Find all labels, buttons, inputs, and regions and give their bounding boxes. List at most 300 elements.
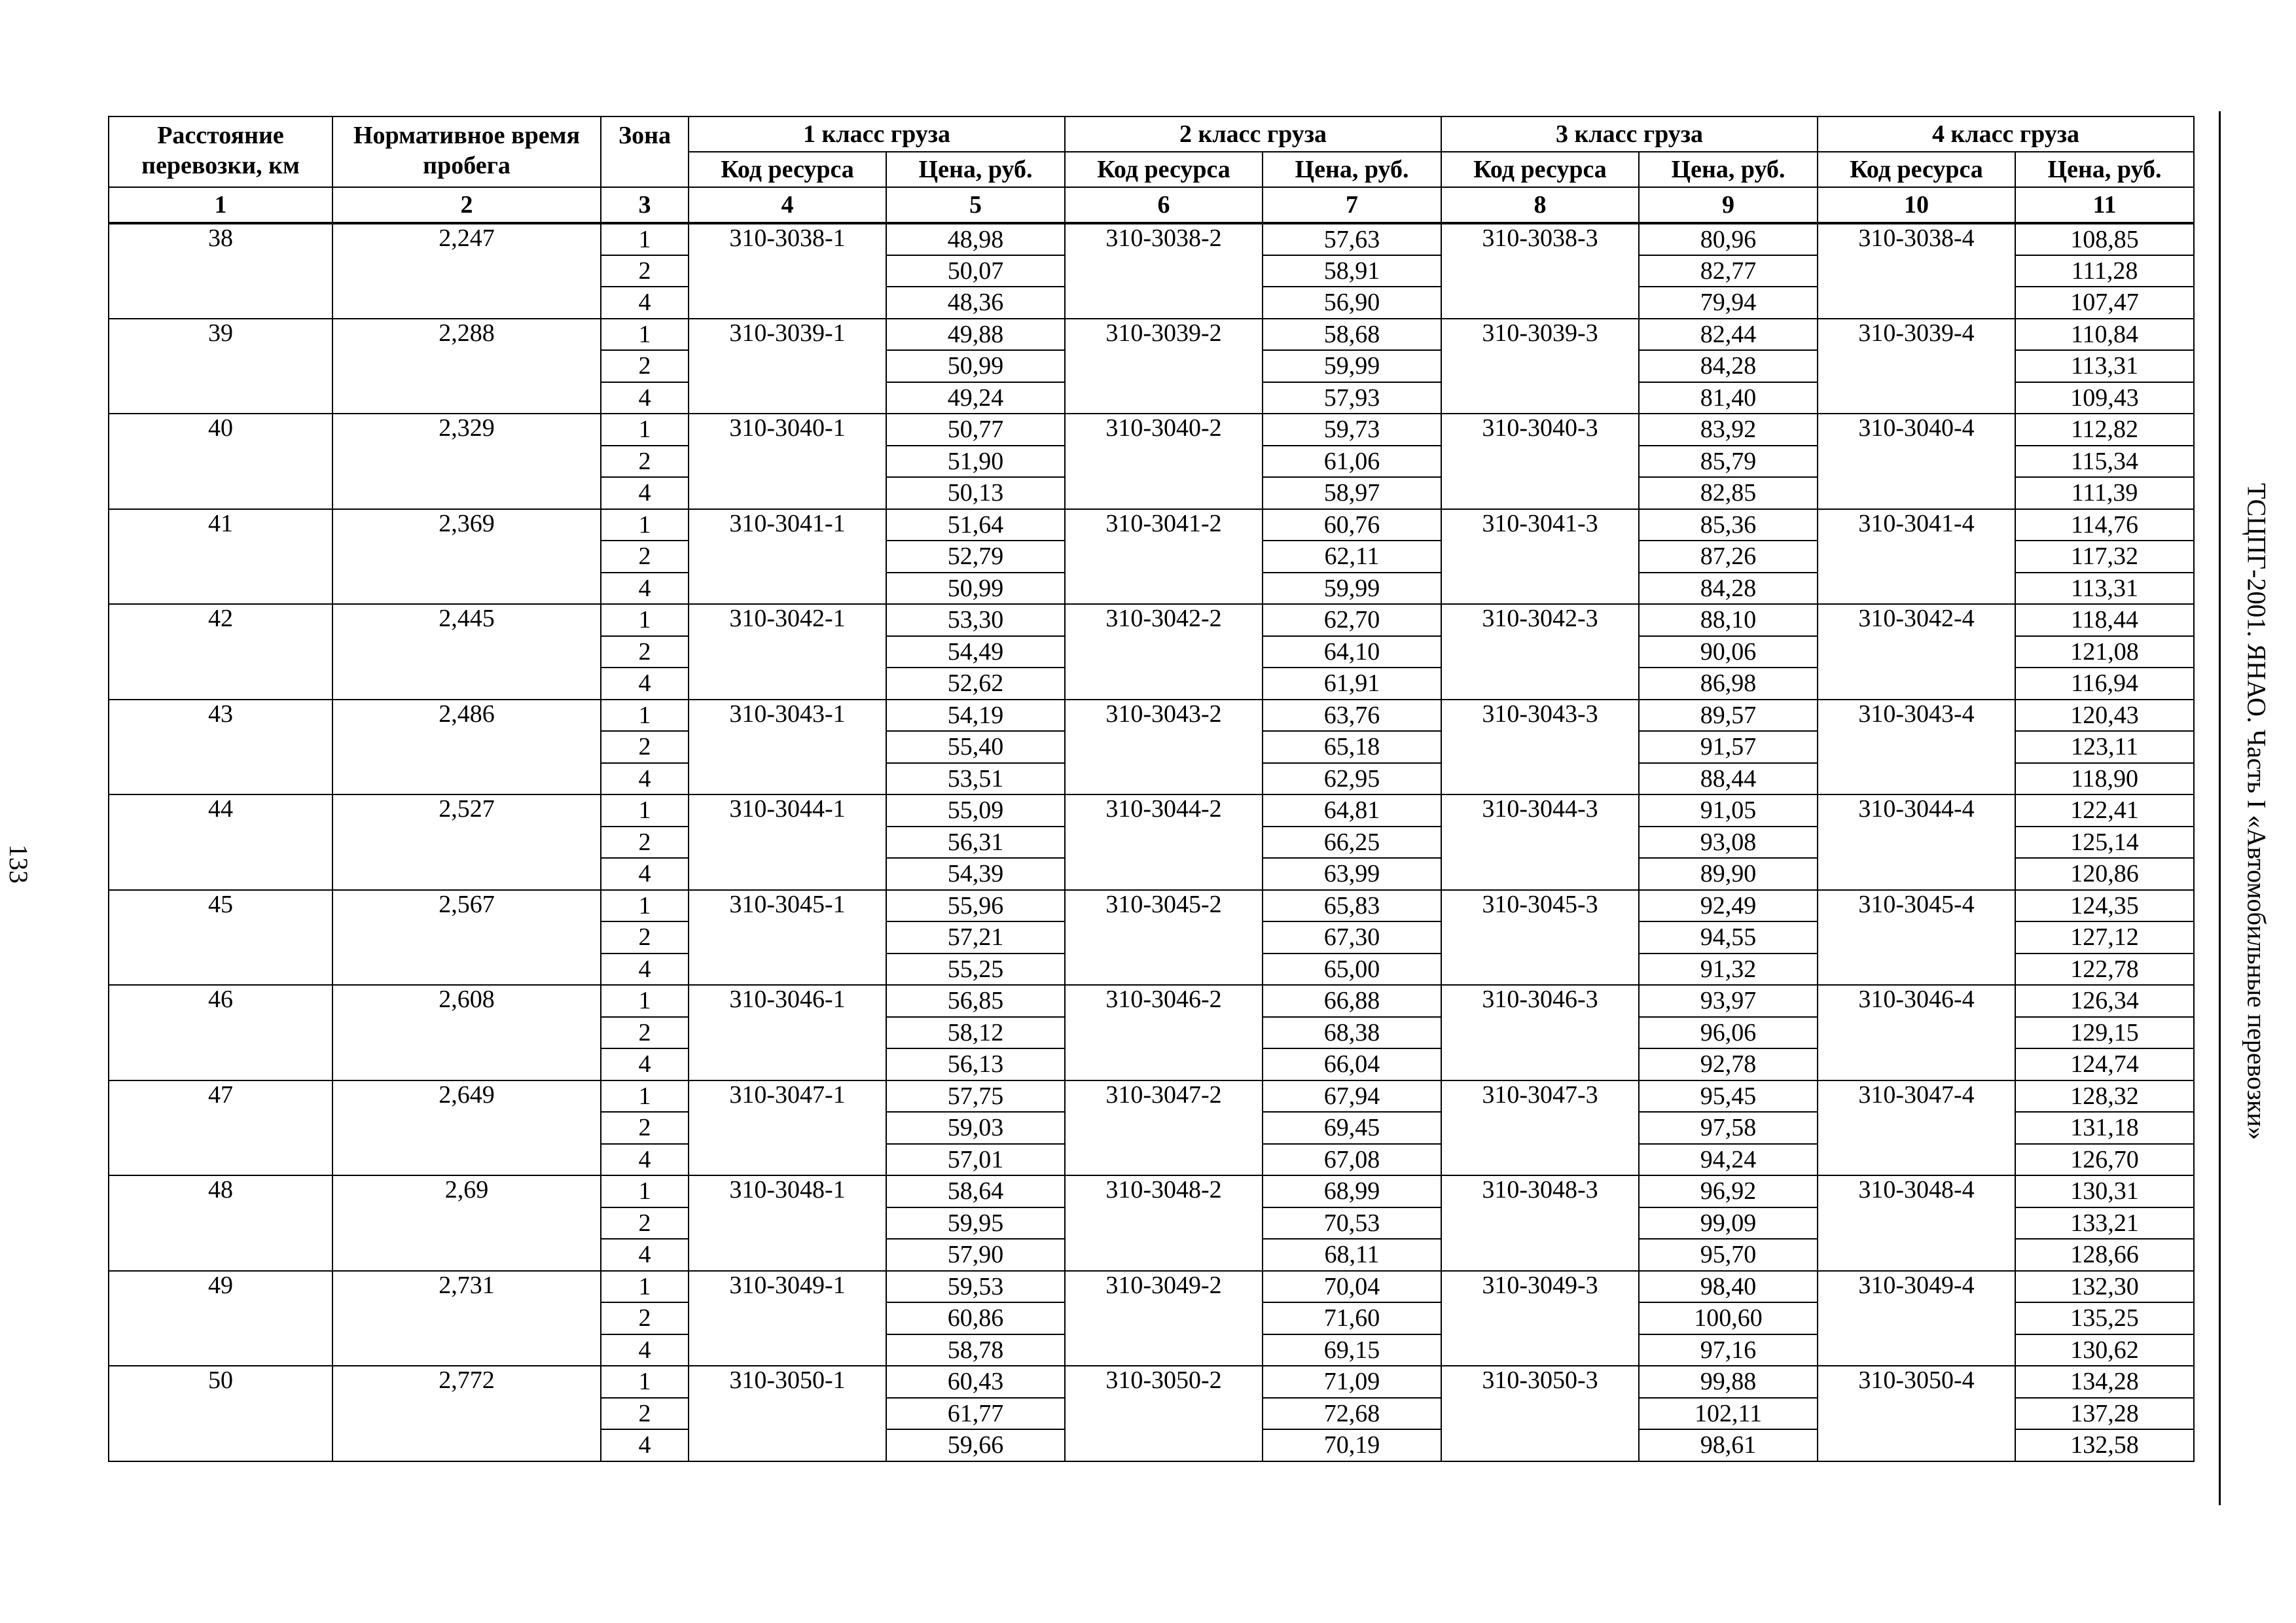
price-cell: 61,77 [886, 1398, 1065, 1430]
price-cell: 122,78 [2015, 954, 2194, 986]
norm-time-cell: 2,772 [332, 1366, 601, 1461]
header-code: Код ресурса [1441, 152, 1639, 187]
col-number: 1 [109, 187, 332, 223]
zone-cell: 2 [601, 446, 689, 478]
price-cell: 55,40 [886, 731, 1065, 763]
norm-time-cell: 2,527 [332, 794, 601, 890]
price-cell: 48,98 [886, 223, 1065, 255]
zone-cell: 4 [601, 477, 689, 509]
resource-code-cell: 310-3050-3 [1441, 1366, 1639, 1461]
price-cell: 120,43 [2015, 700, 2194, 732]
table-row [109, 794, 2194, 827]
resource-code-cell: 310-3050-2 [1065, 1366, 1263, 1461]
col-number: 5 [886, 187, 1065, 223]
table-body [109, 223, 2194, 1461]
zone-cell: 1 [601, 1366, 689, 1398]
zone-cell: 1 [601, 985, 689, 1017]
price-cell: 100,60 [1639, 1302, 1818, 1334]
price-cell: 57,63 [1263, 223, 1441, 255]
distance-cell: 39 [109, 319, 332, 414]
price-cell: 57,01 [886, 1144, 1065, 1176]
table-header [109, 116, 2194, 223]
price-cell: 60,76 [1263, 509, 1441, 541]
header-class-1: 1 класс груза [689, 116, 1065, 152]
price-cell: 58,64 [886, 1175, 1065, 1207]
table-row [109, 890, 2194, 922]
table-row [109, 509, 2194, 541]
zone-cell: 1 [601, 890, 689, 922]
table-row [109, 700, 2194, 732]
col-number: 7 [1263, 187, 1441, 223]
zone-cell: 2 [601, 1112, 689, 1144]
distance-cell: 40 [109, 414, 332, 509]
price-cell: 126,34 [2015, 985, 2194, 1017]
price-cell: 67,30 [1263, 921, 1441, 954]
price-cell: 108,85 [2015, 223, 2194, 255]
zone-cell: 2 [601, 350, 689, 382]
zone-cell: 2 [601, 1302, 689, 1334]
price-cell: 133,21 [2015, 1207, 2194, 1240]
price-cell: 134,28 [2015, 1366, 2194, 1398]
zone-cell: 4 [601, 763, 689, 795]
price-cell: 60,86 [886, 1302, 1065, 1334]
col-number: 11 [2015, 187, 2194, 223]
price-cell: 98,40 [1639, 1271, 1818, 1303]
price-cell: 81,40 [1639, 382, 1818, 414]
price-cell: 84,28 [1639, 573, 1818, 605]
price-cell: 132,58 [2015, 1429, 2194, 1461]
header-zone: Зона [601, 116, 689, 187]
price-cell: 88,44 [1639, 763, 1818, 795]
price-cell: 97,58 [1639, 1112, 1818, 1144]
zone-cell: 1 [601, 794, 689, 827]
price-cell: 82,44 [1639, 319, 1818, 351]
price-cell: 95,70 [1639, 1239, 1818, 1271]
zone-cell: 1 [601, 223, 689, 255]
resource-code-cell: 310-3043-4 [1818, 700, 2015, 795]
distance-cell: 50 [109, 1366, 332, 1461]
resource-code-cell: 310-3046-2 [1065, 985, 1263, 1080]
price-cell: 49,88 [886, 319, 1065, 351]
zone-cell: 2 [601, 921, 689, 954]
col-number: 3 [601, 187, 689, 223]
resource-code-cell: 310-3041-4 [1818, 509, 2015, 605]
price-cell: 62,95 [1263, 763, 1441, 795]
price-cell: 57,90 [886, 1239, 1065, 1271]
distance-cell: 49 [109, 1271, 332, 1366]
price-cell: 79,94 [1639, 287, 1818, 319]
resource-code-cell: 310-3047-3 [1441, 1080, 1639, 1176]
zone-cell: 1 [601, 700, 689, 732]
resource-code-cell: 310-3043-1 [689, 700, 886, 795]
zone-cell: 1 [601, 604, 689, 636]
distance-cell: 41 [109, 509, 332, 605]
resource-code-cell: 310-3038-1 [689, 223, 886, 319]
col-number: 4 [689, 187, 886, 223]
price-cell: 68,38 [1263, 1017, 1441, 1049]
price-cell: 56,31 [886, 827, 1065, 859]
table-row [109, 604, 2194, 636]
norm-time-cell: 2,247 [332, 223, 601, 319]
resource-code-cell: 310-3049-4 [1818, 1271, 2015, 1366]
price-cell: 132,30 [2015, 1271, 2194, 1303]
resource-code-cell: 310-3044-4 [1818, 794, 2015, 890]
price-cell: 58,97 [1263, 477, 1441, 509]
resource-code-cell: 310-3050-1 [689, 1366, 886, 1461]
resource-code-cell: 310-3048-2 [1065, 1175, 1263, 1271]
price-cell: 118,44 [2015, 604, 2194, 636]
price-cell: 90,06 [1639, 636, 1818, 668]
resource-code-cell: 310-3046-1 [689, 985, 886, 1080]
header-price: Цена, руб. [1639, 152, 1818, 187]
resource-code-cell: 310-3039-2 [1065, 319, 1263, 414]
price-cell: 69,45 [1263, 1112, 1441, 1144]
price-cell: 54,49 [886, 636, 1065, 668]
price-cell: 58,91 [1263, 255, 1441, 287]
price-cell: 70,19 [1263, 1429, 1441, 1461]
price-cell: 83,92 [1639, 414, 1818, 446]
price-cell: 118,90 [2015, 763, 2194, 795]
norm-time-cell: 2,445 [332, 604, 601, 700]
header-norm-time: Нормативное время пробега [332, 116, 601, 187]
zone-cell: 1 [601, 509, 689, 541]
zone-cell: 4 [601, 858, 689, 890]
price-cell: 91,57 [1639, 731, 1818, 763]
zone-cell: 2 [601, 255, 689, 287]
header-price: Цена, руб. [1263, 152, 1441, 187]
header-code: Код ресурса [689, 152, 886, 187]
norm-time-cell: 2,486 [332, 700, 601, 795]
resource-code-cell: 310-3040-4 [1818, 414, 2015, 509]
price-cell: 125,14 [2015, 827, 2194, 859]
header-price: Цена, руб. [2015, 152, 2194, 187]
price-cell: 99,09 [1639, 1207, 1818, 1240]
price-cell: 107,47 [2015, 287, 2194, 319]
price-cell: 69,15 [1263, 1334, 1441, 1366]
price-cell: 126,70 [2015, 1144, 2194, 1176]
price-cell: 66,25 [1263, 827, 1441, 859]
col-number: 2 [332, 187, 601, 223]
table-row [109, 319, 2194, 351]
resource-code-cell: 310-3042-4 [1818, 604, 2015, 700]
zone-cell: 4 [601, 954, 689, 986]
zone-cell: 1 [601, 1271, 689, 1303]
resource-code-cell: 310-3048-4 [1818, 1175, 2015, 1271]
price-cell: 87,26 [1639, 541, 1818, 573]
col-number: 8 [1441, 187, 1639, 223]
zone-cell: 1 [601, 414, 689, 446]
col-number: 10 [1818, 187, 2015, 223]
price-cell: 63,99 [1263, 858, 1441, 890]
zone-cell: 4 [601, 573, 689, 605]
distance-cell: 45 [109, 890, 332, 986]
resource-code-cell: 310-3044-2 [1065, 794, 1263, 890]
table-row [109, 223, 2194, 255]
price-cell: 67,94 [1263, 1080, 1441, 1113]
price-cell: 123,11 [2015, 731, 2194, 763]
price-cell: 91,32 [1639, 954, 1818, 986]
header-distance: Расстояние перевозки, км [109, 116, 332, 187]
distance-cell: 46 [109, 985, 332, 1080]
zone-cell: 2 [601, 1398, 689, 1430]
price-cell: 92,49 [1639, 890, 1818, 922]
zone-cell: 1 [601, 319, 689, 351]
resource-code-cell: 310-3047-2 [1065, 1080, 1263, 1176]
resource-code-cell: 310-3040-1 [689, 414, 886, 509]
table-row [109, 1175, 2194, 1207]
zone-cell: 4 [601, 1429, 689, 1461]
resource-code-cell: 310-3048-1 [689, 1175, 886, 1271]
price-cell: 112,82 [2015, 414, 2194, 446]
price-cell: 50,99 [886, 573, 1065, 605]
norm-time-cell: 2,567 [332, 890, 601, 986]
price-cell: 97,16 [1639, 1334, 1818, 1366]
price-cell: 61,06 [1263, 446, 1441, 478]
zone-cell: 2 [601, 636, 689, 668]
price-cell: 96,06 [1639, 1017, 1818, 1049]
price-cell: 55,09 [886, 794, 1065, 827]
table-row [109, 1271, 2194, 1303]
price-cell: 91,05 [1639, 794, 1818, 827]
running-title: ТСЦПГ-2001. ЯНАО. Часть I «Автомобильные перевозки» [2242, 483, 2272, 1140]
price-cell: 88,10 [1639, 604, 1818, 636]
price-cell: 59,99 [1263, 573, 1441, 605]
price-cell: 68,11 [1263, 1239, 1441, 1271]
header-code: Код ресурса [1065, 152, 1263, 187]
price-cell: 64,10 [1263, 636, 1441, 668]
price-cell: 58,12 [886, 1017, 1065, 1049]
norm-time-cell: 2,288 [332, 319, 601, 414]
resource-code-cell: 310-3042-3 [1441, 604, 1639, 700]
price-cell: 71,09 [1263, 1366, 1441, 1398]
price-cell: 65,00 [1263, 954, 1441, 986]
resource-code-cell: 310-3050-4 [1818, 1366, 2015, 1461]
price-cell: 89,90 [1639, 858, 1818, 890]
side-rule [2219, 111, 2221, 1505]
price-cell: 50,13 [886, 477, 1065, 509]
price-cell: 116,94 [2015, 668, 2194, 700]
price-cell: 94,24 [1639, 1144, 1818, 1176]
resource-code-cell: 310-3045-2 [1065, 890, 1263, 986]
price-cell: 124,74 [2015, 1048, 2194, 1080]
price-cell: 66,04 [1263, 1048, 1441, 1080]
resource-code-cell: 310-3043-2 [1065, 700, 1263, 795]
zone-cell: 1 [601, 1175, 689, 1207]
price-cell: 95,45 [1639, 1080, 1818, 1113]
price-cell: 71,60 [1263, 1302, 1441, 1334]
price-cell: 59,03 [886, 1112, 1065, 1144]
resource-code-cell: 310-3046-4 [1818, 985, 2015, 1080]
price-cell: 66,88 [1263, 985, 1441, 1017]
norm-time-cell: 2,369 [332, 509, 601, 605]
price-cell: 102,11 [1639, 1398, 1818, 1430]
price-cell: 62,11 [1263, 541, 1441, 573]
header-class-2: 2 класс груза [1065, 116, 1441, 152]
price-cell: 113,31 [2015, 350, 2194, 382]
zone-cell: 4 [601, 1144, 689, 1176]
price-cell: 135,25 [2015, 1302, 2194, 1334]
resource-code-cell: 310-3046-3 [1441, 985, 1639, 1080]
header-price: Цена, руб. [886, 152, 1065, 187]
page-number: 133 [4, 844, 33, 883]
distance-cell: 47 [109, 1080, 332, 1176]
price-cell: 58,78 [886, 1334, 1065, 1366]
price-cell: 96,92 [1639, 1175, 1818, 1207]
header-class-4: 4 класс груза [1818, 116, 2194, 152]
price-cell: 94,55 [1639, 921, 1818, 954]
price-cell: 121,08 [2015, 636, 2194, 668]
zone-cell: 2 [601, 827, 689, 859]
resource-code-cell: 310-3038-4 [1818, 223, 2015, 319]
resource-code-cell: 310-3045-1 [689, 890, 886, 986]
price-cell: 53,30 [886, 604, 1065, 636]
price-cell: 50,07 [886, 255, 1065, 287]
zone-cell: 2 [601, 1207, 689, 1240]
price-cell: 54,39 [886, 858, 1065, 890]
price-cell: 59,99 [1263, 350, 1441, 382]
price-cell: 130,62 [2015, 1334, 2194, 1366]
zone-cell: 2 [601, 731, 689, 763]
price-cell: 65,83 [1263, 890, 1441, 922]
price-cell: 68,99 [1263, 1175, 1441, 1207]
price-cell: 93,97 [1639, 985, 1818, 1017]
zone-cell: 2 [601, 1017, 689, 1049]
col-number: 6 [1065, 187, 1263, 223]
price-cell: 113,31 [2015, 573, 2194, 605]
price-cell: 63,76 [1263, 700, 1441, 732]
price-cell: 55,25 [886, 954, 1065, 986]
price-cell: 128,32 [2015, 1080, 2194, 1113]
price-cell: 92,78 [1639, 1048, 1818, 1080]
price-cell: 120,86 [2015, 858, 2194, 890]
resource-code-cell: 310-3041-3 [1441, 509, 1639, 605]
table-row [109, 1080, 2194, 1113]
price-cell: 130,31 [2015, 1175, 2194, 1207]
price-cell: 53,51 [886, 763, 1065, 795]
price-cell: 115,34 [2015, 446, 2194, 478]
resource-code-cell: 310-3043-3 [1441, 700, 1639, 795]
zone-cell: 4 [601, 668, 689, 700]
table-row [109, 1366, 2194, 1398]
price-cell: 52,79 [886, 541, 1065, 573]
price-cell: 51,90 [886, 446, 1065, 478]
norm-time-cell: 2,731 [332, 1271, 601, 1366]
zone-cell: 4 [601, 382, 689, 414]
price-cell: 86,98 [1639, 668, 1818, 700]
price-cell: 124,35 [2015, 890, 2194, 922]
resource-code-cell: 310-3044-1 [689, 794, 886, 890]
price-cell: 109,43 [2015, 382, 2194, 414]
price-cell: 61,91 [1263, 668, 1441, 700]
price-cell: 114,76 [2015, 509, 2194, 541]
resource-code-cell: 310-3040-3 [1441, 414, 1639, 509]
tariff-table [108, 116, 2195, 1462]
resource-code-cell: 310-3048-3 [1441, 1175, 1639, 1271]
price-cell: 50,77 [886, 414, 1065, 446]
resource-code-cell: 310-3041-2 [1065, 509, 1263, 605]
resource-code-cell: 310-3040-2 [1065, 414, 1263, 509]
price-cell: 85,36 [1639, 509, 1818, 541]
price-cell: 128,66 [2015, 1239, 2194, 1271]
price-cell: 85,79 [1639, 446, 1818, 478]
price-cell: 62,70 [1263, 604, 1441, 636]
price-cell: 56,90 [1263, 287, 1441, 319]
resource-code-cell: 310-3049-1 [689, 1271, 886, 1366]
price-cell: 58,68 [1263, 319, 1441, 351]
resource-code-cell: 310-3038-2 [1065, 223, 1263, 319]
price-cell: 57,93 [1263, 382, 1441, 414]
price-cell: 57,21 [886, 921, 1065, 954]
resource-code-cell: 310-3044-3 [1441, 794, 1639, 890]
norm-time-cell: 2,649 [332, 1080, 601, 1176]
table-row [109, 985, 2194, 1017]
price-cell: 137,28 [2015, 1398, 2194, 1430]
price-cell: 49,24 [886, 382, 1065, 414]
resource-code-cell: 310-3039-1 [689, 319, 886, 414]
price-cell: 64,81 [1263, 794, 1441, 827]
price-cell: 56,85 [886, 985, 1065, 1017]
header-code: Код ресурса [1818, 152, 2015, 187]
resource-code-cell: 310-3045-4 [1818, 890, 2015, 986]
price-cell: 89,57 [1639, 700, 1818, 732]
zone-cell: 4 [601, 287, 689, 319]
price-cell: 55,96 [886, 890, 1065, 922]
col-number: 9 [1639, 187, 1818, 223]
zone-cell: 2 [601, 541, 689, 573]
price-cell: 131,18 [2015, 1112, 2194, 1144]
price-cell: 99,88 [1639, 1366, 1818, 1398]
resource-code-cell: 310-3049-3 [1441, 1271, 1639, 1366]
price-cell: 51,64 [886, 509, 1065, 541]
zone-cell: 4 [601, 1048, 689, 1080]
price-cell: 52,62 [886, 668, 1065, 700]
price-cell: 111,28 [2015, 255, 2194, 287]
resource-code-cell: 310-3042-2 [1065, 604, 1263, 700]
header-class-3: 3 класс груза [1441, 116, 1818, 152]
resource-code-cell: 310-3039-3 [1441, 319, 1639, 414]
price-cell: 84,28 [1639, 350, 1818, 382]
price-cell: 82,77 [1639, 255, 1818, 287]
price-cell: 110,84 [2015, 319, 2194, 351]
price-cell: 127,12 [2015, 921, 2194, 954]
resource-code-cell: 310-3045-3 [1441, 890, 1639, 986]
price-cell: 60,43 [886, 1366, 1065, 1398]
price-cell: 50,99 [886, 350, 1065, 382]
resource-code-cell: 310-3042-1 [689, 604, 886, 700]
price-cell: 117,32 [2015, 541, 2194, 573]
resource-code-cell: 310-3049-2 [1065, 1271, 1263, 1366]
distance-cell: 44 [109, 794, 332, 890]
zone-cell: 4 [601, 1334, 689, 1366]
norm-time-cell: 2,69 [332, 1175, 601, 1271]
price-cell: 129,15 [2015, 1017, 2194, 1049]
price-cell: 98,61 [1639, 1429, 1818, 1461]
norm-time-cell: 2,608 [332, 985, 601, 1080]
price-cell: 111,39 [2015, 477, 2194, 509]
price-cell: 70,04 [1263, 1271, 1441, 1303]
resource-code-cell: 310-3041-1 [689, 509, 886, 605]
resource-code-cell: 310-3038-3 [1441, 223, 1639, 319]
distance-cell: 38 [109, 223, 332, 319]
price-cell: 57,75 [886, 1080, 1065, 1113]
price-cell: 93,08 [1639, 827, 1818, 859]
price-cell: 59,66 [886, 1429, 1065, 1461]
price-cell: 59,73 [1263, 414, 1441, 446]
price-cell: 59,53 [886, 1271, 1065, 1303]
price-cell: 59,95 [886, 1207, 1065, 1240]
resource-code-cell: 310-3039-4 [1818, 319, 2015, 414]
distance-cell: 48 [109, 1175, 332, 1271]
